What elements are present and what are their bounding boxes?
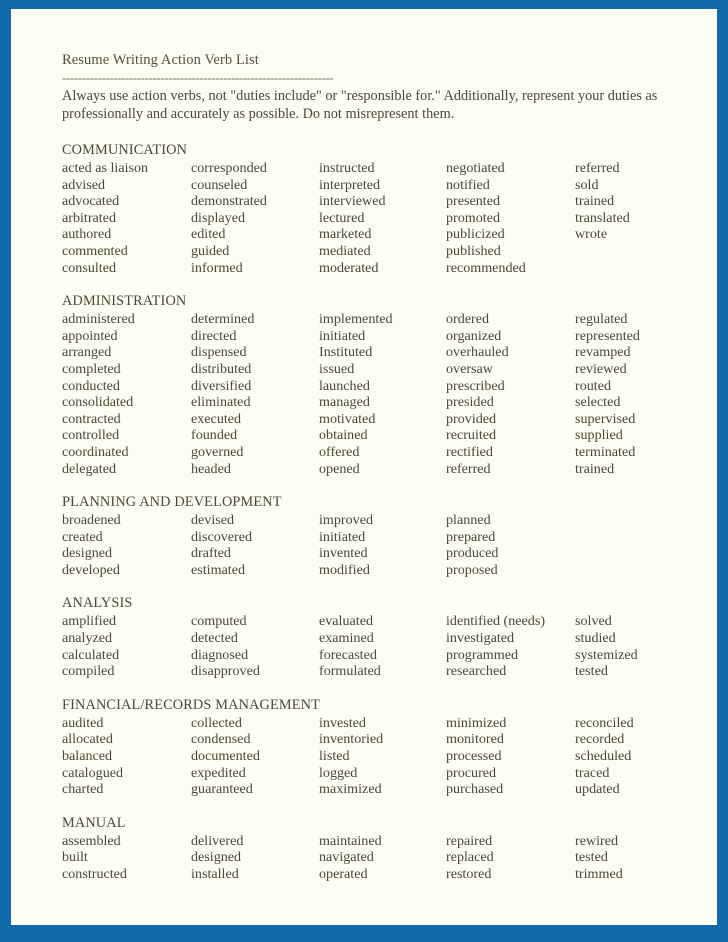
- verb-item: informed: [191, 259, 243, 276]
- verb-row: [62, 394, 687, 411]
- verb-item: selected: [575, 394, 621, 411]
- verb-item: promoted: [446, 209, 501, 226]
- verb-item: calculated: [62, 646, 120, 663]
- verb-row: [62, 177, 687, 194]
- verb-section-analysis: [62, 595, 687, 679]
- verb-row: [62, 613, 687, 630]
- verb-item: audited: [62, 714, 104, 731]
- verb-item: installed: [191, 866, 239, 882]
- intro-paragraph: Always use action verbs, not "duties include" or "responsible for." Additionally, represent your duties as professionally and accurately as possible. Do not misrepresent them.: [62, 88, 658, 122]
- verb-item: initiated: [319, 327, 366, 344]
- verb-item: forecasted: [319, 646, 377, 663]
- verb-item: planned: [446, 512, 491, 529]
- verb-item: trimmed: [575, 866, 623, 882]
- verb-row: [62, 849, 687, 866]
- verb-item: contracted: [62, 410, 121, 427]
- verb-item: arranged: [62, 344, 112, 361]
- verb-item: corresponded: [191, 160, 267, 176]
- verb-row: [62, 361, 687, 378]
- verb-item: scheduled: [575, 748, 632, 765]
- verb-item: trained: [575, 193, 615, 210]
- verb-item: purchased: [446, 781, 504, 798]
- verb-item: guided: [191, 242, 230, 259]
- verb-item: invested: [319, 714, 366, 731]
- verb-item: delegated: [62, 460, 116, 477]
- verb-item: referred: [575, 160, 620, 176]
- verb-item: issued: [319, 360, 355, 377]
- section-heading: COMMUNICATION: [62, 142, 188, 158]
- verb-item: built: [62, 849, 88, 866]
- verb-item: recommended: [446, 259, 526, 276]
- verb-item: proposed: [446, 561, 498, 578]
- verb-item: broadened: [62, 512, 121, 529]
- verb-item: distributed: [191, 360, 252, 377]
- verb-item: developed: [62, 561, 120, 578]
- verb-item: notified: [446, 176, 490, 193]
- verb-item: disapproved: [191, 663, 260, 680]
- verb-item: opened: [319, 460, 360, 477]
- verb-item: inventoried: [319, 731, 384, 748]
- verb-item: governed: [191, 443, 244, 460]
- verb-item: delivered: [191, 832, 244, 849]
- verb-item: studied: [575, 630, 616, 647]
- verb-item: controlled: [62, 427, 120, 444]
- verb-grid: [62, 311, 687, 477]
- document-page: [11, 9, 717, 925]
- verb-item: tested: [575, 663, 608, 680]
- verb-item: Instituted: [319, 344, 373, 361]
- verb-item: consulted: [62, 259, 117, 276]
- verb-item: recruited: [446, 427, 497, 444]
- verb-item: appointed: [62, 327, 118, 344]
- verb-item: systemized: [575, 646, 638, 663]
- verb-item: sold: [575, 176, 599, 193]
- verb-item: executed: [191, 410, 242, 427]
- verb-item: publicized: [446, 226, 505, 243]
- verb-row: [62, 562, 687, 579]
- verb-item: supervised: [575, 410, 636, 427]
- verb-row: [62, 260, 687, 277]
- verb-item: moderated: [319, 259, 379, 276]
- verb-row: [62, 210, 687, 227]
- verb-item: balanced: [62, 748, 113, 765]
- verb-item: reviewed: [575, 360, 627, 377]
- verb-row: [62, 427, 687, 444]
- verb-item: diagnosed: [191, 646, 249, 663]
- verb-item: logged: [319, 764, 358, 781]
- verb-row: [62, 444, 687, 461]
- verb-item: headed: [191, 460, 231, 477]
- verb-section-financial-records-management: [62, 697, 687, 798]
- verb-item: rewired: [575, 832, 619, 849]
- document-content: [62, 51, 687, 883]
- verb-row: [62, 663, 687, 680]
- verb-item: offered: [319, 443, 360, 460]
- verb-item: estimated: [191, 561, 246, 578]
- verb-item: published: [446, 242, 501, 259]
- verb-item: referred: [446, 460, 491, 477]
- verb-item: edited: [191, 226, 226, 243]
- verb-item: invented: [319, 545, 368, 562]
- verb-row: [62, 160, 687, 177]
- verb-item: initiated: [319, 528, 366, 545]
- verb-item: identified (needs): [446, 613, 546, 630]
- verb-row: [62, 866, 687, 883]
- title-separator-rule: ---------------------------------------------------------------------: [62, 71, 334, 85]
- verb-item: prescribed: [446, 377, 505, 394]
- verb-item: instructed: [319, 160, 375, 176]
- verb-item: advised: [62, 176, 106, 193]
- verb-item: administered: [62, 311, 135, 328]
- verb-item: counseled: [191, 176, 248, 193]
- verb-item: evaluated: [319, 613, 373, 630]
- verb-section-communication: [62, 142, 687, 276]
- verb-item: catalogued: [62, 764, 124, 781]
- verb-grid: [62, 715, 687, 798]
- verb-grid: [62, 512, 687, 578]
- verb-row: [62, 344, 687, 361]
- verb-item: documented: [191, 748, 260, 765]
- verb-item: directed: [191, 327, 237, 344]
- verb-row: [62, 461, 687, 478]
- verb-item: coordinated: [62, 443, 129, 460]
- verb-row: [62, 781, 687, 798]
- verb-item: commented: [62, 242, 128, 259]
- verb-item: created: [62, 528, 103, 545]
- verb-item: minimized: [446, 714, 507, 731]
- verb-row: [62, 193, 687, 210]
- verb-item: conducted: [62, 377, 120, 394]
- verb-item: restored: [446, 866, 492, 882]
- verb-item: navigated: [319, 849, 374, 866]
- verb-row: [62, 833, 687, 850]
- verb-item: collected: [191, 714, 242, 731]
- verb-row: [62, 243, 687, 260]
- verb-item: repaired: [446, 832, 493, 849]
- verb-item: provided: [446, 410, 497, 427]
- verb-item: dispensed: [191, 344, 247, 361]
- verb-item: procured: [446, 764, 497, 781]
- verb-row: [62, 512, 687, 529]
- verb-item: maximized: [319, 781, 382, 798]
- verb-item: routed: [575, 377, 612, 394]
- verb-row: [62, 630, 687, 647]
- verb-row: [62, 748, 687, 765]
- verb-item: trained: [575, 460, 615, 477]
- verb-row: [62, 647, 687, 664]
- verb-item: terminated: [575, 443, 636, 460]
- verb-item: advocated: [62, 193, 120, 210]
- verb-item: researched: [446, 663, 507, 680]
- verb-item: solved: [575, 613, 612, 630]
- verb-item: regulated: [575, 311, 628, 328]
- verb-row: [62, 226, 687, 243]
- verb-item: presented: [446, 193, 501, 210]
- verb-item: negotiated: [446, 160, 505, 176]
- verb-row: [62, 765, 687, 782]
- section-heading: ADMINISTRATION: [62, 293, 187, 310]
- verb-item: motivated: [319, 410, 376, 427]
- verb-row: [62, 529, 687, 546]
- verb-item: organized: [446, 327, 502, 344]
- verb-item: managed: [319, 394, 370, 411]
- verb-item: oversaw: [446, 360, 493, 377]
- verb-item: founded: [191, 427, 238, 444]
- verb-item: computed: [191, 613, 247, 630]
- verb-item: designed: [191, 849, 242, 866]
- page-title: Resume Writing Action Verb List: [62, 52, 259, 68]
- verb-item: translated: [575, 209, 630, 226]
- verb-item: detected: [191, 630, 238, 647]
- verb-item: consolidated: [62, 394, 134, 411]
- verb-grid: [62, 613, 687, 679]
- section-heading: FINANCIAL/RECORDS MANAGEMENT: [62, 696, 320, 713]
- verb-item: supplied: [575, 427, 623, 444]
- verb-row: [62, 411, 687, 428]
- verb-item: prepared: [446, 528, 496, 545]
- section-heading: MANUAL: [62, 814, 126, 831]
- verb-item: obtained: [319, 427, 368, 444]
- verb-item: determined: [191, 311, 255, 328]
- verb-row: [62, 378, 687, 395]
- verb-item: interpreted: [319, 176, 381, 193]
- verb-item: launched: [319, 377, 370, 394]
- verb-item: discovered: [191, 528, 253, 545]
- section-heading: PLANNING AND DEVELOPMENT: [62, 494, 282, 511]
- verb-item: reconciled: [575, 714, 634, 731]
- verb-section-manual: [62, 815, 687, 883]
- verb-item: traced: [575, 764, 610, 781]
- verb-grid: [62, 833, 687, 883]
- verb-item: improved: [319, 512, 374, 529]
- verb-item: guaranteed: [191, 781, 253, 798]
- verb-item: devised: [191, 512, 235, 529]
- verb-item: eliminated: [191, 394, 251, 411]
- verb-item: formulated: [319, 663, 381, 680]
- verb-item: maintained: [319, 832, 382, 849]
- verb-item: represented: [575, 327, 640, 344]
- verb-item: allocated: [62, 731, 113, 748]
- verb-section-planning-and-development: [62, 494, 687, 578]
- verb-row: [62, 328, 687, 345]
- verb-item: revamped: [575, 344, 631, 361]
- verb-item: listed: [319, 748, 350, 765]
- verb-item: recorded: [575, 731, 625, 748]
- verb-item: acted as liaison: [62, 160, 149, 176]
- verb-item: tested: [575, 849, 608, 866]
- verb-item: arbitrated: [62, 209, 116, 226]
- verb-section-administration: [62, 293, 687, 477]
- verb-item: constructed: [62, 866, 127, 882]
- verb-item: analyzed: [62, 630, 113, 647]
- verb-item: processed: [446, 748, 502, 765]
- verb-item: compiled: [62, 663, 115, 680]
- verb-item: implemented: [319, 311, 393, 328]
- verb-item: amplified: [62, 613, 117, 630]
- verb-item: authored: [62, 226, 112, 243]
- verb-item: diversified: [191, 377, 252, 394]
- verb-row: [62, 545, 687, 562]
- verb-item: lectured: [319, 209, 365, 226]
- verb-row: [62, 715, 687, 732]
- verb-item: demonstrated: [191, 193, 267, 210]
- verb-grid: [62, 160, 687, 276]
- verb-item: condensed: [191, 731, 251, 748]
- verb-item: replaced: [446, 849, 494, 866]
- verb-item: assembled: [62, 832, 121, 849]
- verb-item: examined: [319, 630, 374, 647]
- verb-item: expedited: [191, 764, 246, 781]
- verb-item: overhauled: [446, 344, 509, 361]
- verb-item: produced: [446, 545, 499, 562]
- verb-item: investigated: [446, 630, 515, 647]
- section-heading: ANALYSIS: [62, 595, 133, 612]
- verb-item: rectified: [446, 443, 493, 460]
- verb-item: completed: [62, 360, 121, 377]
- verb-item: monitored: [446, 731, 504, 748]
- verb-item: operated: [319, 866, 368, 882]
- verb-item: designed: [62, 545, 113, 562]
- verb-row: [62, 731, 687, 748]
- verb-item: modified: [319, 561, 370, 578]
- verb-item: updated: [575, 781, 620, 798]
- verb-item: presided: [446, 394, 494, 411]
- verb-item: marketed: [319, 226, 372, 243]
- verb-sections: [62, 142, 687, 883]
- verb-item: displayed: [191, 209, 246, 226]
- verb-item: drafted: [191, 545, 231, 562]
- verb-item: wrote: [575, 226, 608, 243]
- verb-row: [62, 311, 687, 328]
- verb-item: mediated: [319, 242, 371, 259]
- verb-item: charted: [62, 781, 104, 798]
- verb-item: ordered: [446, 311, 490, 328]
- verb-item: interviewed: [319, 193, 386, 210]
- verb-item: programmed: [446, 646, 519, 663]
